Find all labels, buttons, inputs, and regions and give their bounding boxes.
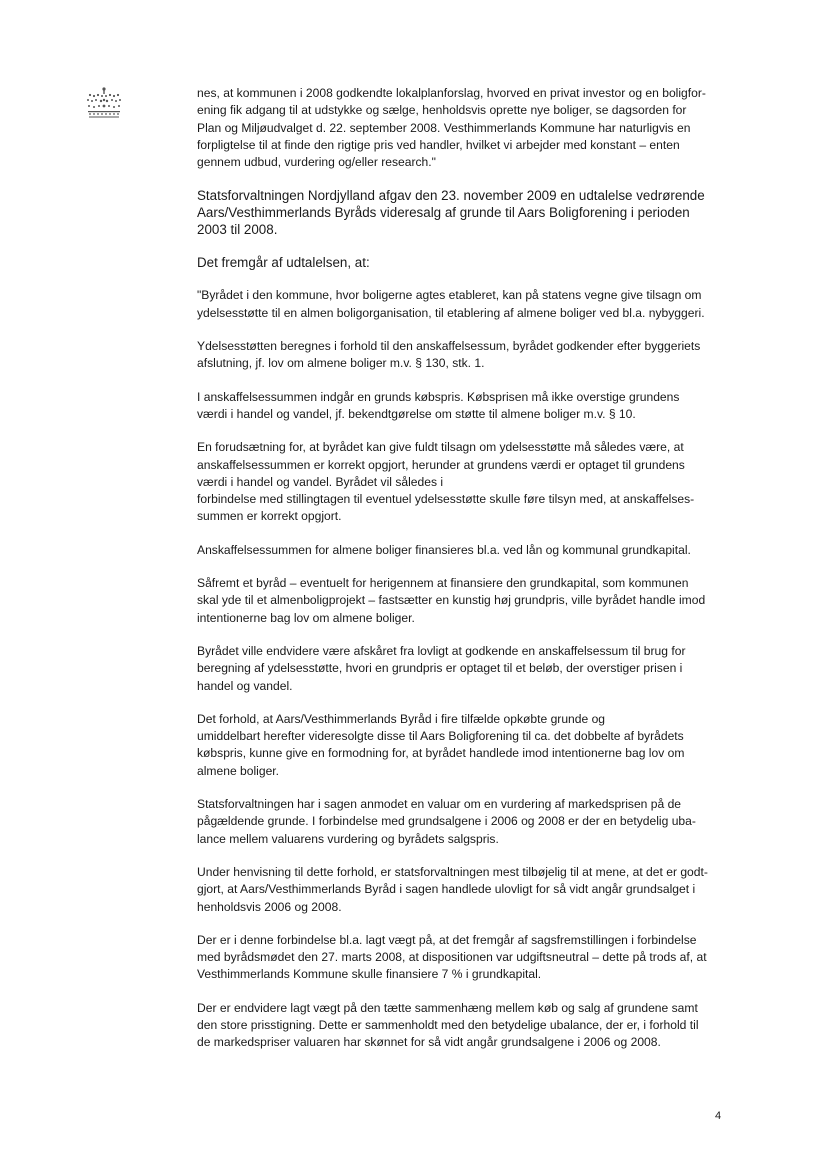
text-line: ening fik adgang til at udstykke og sælge, henholdsvis oprette nye boliger, se dagsorden for [197,103,687,118]
text-line: umiddelbart herefter videresolgte disse til Aars Boligforening til ca. det dobbelte af byrådets [197,729,684,744]
text-line: Byrådet ville endvidere være afskåret fra lovligt at godkende en anskaffelsessum til brug for [197,643,686,658]
paragraph-14 [197,932,737,984]
paragraph-6 [197,389,737,424]
text-line: handel og vandel. [197,678,293,693]
document-body [197,85,737,1068]
text-line: Anskaffelsessummen for almene boliger finansieres bl.a. ved lån og kommunal grundkapital. [197,542,691,557]
paragraph-1 [197,85,737,171]
paragraph-4 [197,287,737,322]
crown-crest-icon [84,86,124,120]
text-line: henholdsvis 2006 og 2008. [197,899,342,914]
text-line: Det fremgår af udtalelsen, at: [197,255,370,271]
text-line: anskaffelsessummen er korrekt opgjort, herunder at grundens værdi er optaget til grundens [197,457,685,472]
text-line: "Byrådet i den kommune, hvor boligerne agtes etableret, kan på statens vegne give tilsagn om [197,288,702,303]
paragraph-15 [197,1000,737,1052]
text-line: Såfremt et byråd – eventuelt for herigennem at finansiere den grundkapital, som kommunen [197,576,689,591]
paragraph-3 [197,254,737,271]
text-line: Ydelsesstøtten beregnes i forhold til den anskaffelsessum, byrådet godkender efter byggeriets [197,339,701,354]
text-line: gjort, at Aars/Vesthimmerlands Byråd i sagen handlede ulovligt for så vidt angår grundsalget i [197,882,696,897]
text-line: forbindelse med stillingtagen til eventuel ydelsesstøtte skulle føre tilsyn med, at anskaffelses- [197,492,695,507]
text-line: summen er korrekt opgjort. [197,509,342,524]
paragraph-12 [197,796,737,848]
text-line: pågældende grunde. I forbindelse med grundsalgene i 2006 og 2008 er der en betydelig uba- [197,814,696,829]
text-line: gennem udbud, vurdering og/eller research." [197,155,436,170]
text-line: Der er i denne forbindelse bl.a. lagt vægt på, at det fremgår af sagsfremstillingen i forbindelse [197,932,697,947]
text-line: skal yde til et almenboligprojekt – fastsætter en kunstig høj grundpris, ville byrådet handle imod [197,593,706,608]
text-line: ydelsesstøtte til en almen boligorganisation, til etablering af almene boliger ved bl.a. nybyggeri. [197,305,705,320]
text-line: Statsforvaltningen Nordjylland afgav den 23. november 2009 en udtalelse vedrørende [197,188,705,204]
paragraph-9 [197,575,737,627]
text-line: Under henvisning til dette forhold, er statsforvaltningen mest tilbøjelig til at mene, at det er godt- [197,864,708,879]
text-line: Vesthimmerlands Kommune skulle finansiere 7 % i grundkapital. [197,967,542,982]
text-line: beregning af ydelsesstøtte, hvori en grundpris er optaget til et beløb, der overstiger prisen i [197,661,683,676]
text-line: værdi i handel og vandel, jf. bekendtgørelse om støtte til almene boliger m.v. § 10. [197,406,636,421]
text-line: Plan og Miljøudvalget d. 22. september 2008. Vesthimmerlands Kommune har naturligvis en [197,120,691,135]
text-line: med byrådsmødet den 27. marts 2008, at dispositionen var udgiftsneutral – dette på trods af, at [197,950,707,965]
paragraph-10 [197,643,737,695]
page-number: 4 [715,1110,722,1122]
paragraph-7 [197,439,737,525]
text-line: de markedspriser valuaren har skønnet for så vidt angår grundsalgene i 2006 og 2008. [197,1035,661,1050]
text-line: lance mellem valuarens vurdering og byrådets salgspris. [197,831,499,846]
paragraph-11 [197,711,737,780]
text-line: Aars/Vesthimmerlands Byråds videresalg af grunde til Aars Boligforening i perioden [197,205,690,221]
paragraph-5 [197,338,737,373]
text-line: En forudsætning for, at byrådet kan give fuldt tilsagn om ydelsesstøtte må således være, at [197,440,684,455]
text-line: 2003 til 2008. [197,222,278,238]
paragraph-13 [197,864,737,916]
text-line: forpligtelse til at finde den rigtige pris ved handler, hvilket vi arbejder med konstant – enten [197,137,680,152]
paragraph-8 [197,542,737,559]
text-line: nes, at kommunen i 2008 godkendte lokalplanforslag, hvorved en privat investor og en boligfor- [197,86,706,100]
text-line: den store prisstigning. Dette er sammenholdt med den betydelige ubalance, der er, i forhold til [197,1017,699,1032]
text-line: intentionerne bag lov om almene boliger. [197,610,415,625]
paragraph-2 [197,187,737,238]
text-line: afslutning, jf. lov om almene boliger m.v. § 130, stk. 1. [197,356,485,371]
text-line: Statsforvaltningen har i sagen anmodet en valuar om en vurdering af markedsprisen på de [197,797,682,812]
text-line: Der er endvidere lagt vægt på den tætte sammenhæng mellem køb og salg af grundene samt [197,1000,698,1015]
text-line: købspris, kunne give en formodning for, at byrådet handlede imod intentionerne bag lov om [197,746,685,761]
text-line: Det forhold, at Aars/Vesthimmerlands Byråd i fire tilfælde opkøbte grunde og [197,711,606,726]
text-line: almene boliger. [197,763,280,778]
text-line: I anskaffelsessummen indgår en grunds købspris. Købsprisen må ikke overstige grundens [197,389,680,404]
text-line: værdi i handel og vandel. Byrådet vil således i [197,474,444,489]
